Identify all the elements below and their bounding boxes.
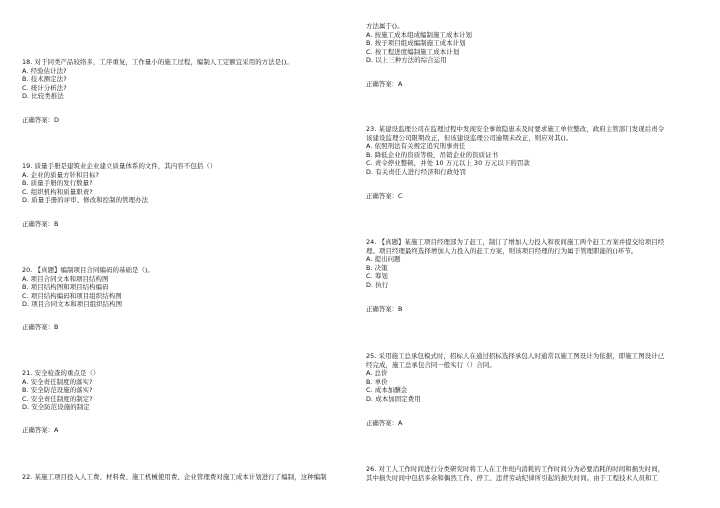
question-20	[22, 266, 362, 331]
option-d: D. 以上三种方法的综合运用	[366, 56, 447, 65]
option-a: A. 总价	[366, 369, 388, 378]
option-c: C. 统计分析法?	[22, 83, 67, 92]
option-d: D. 安全防范设施的制定	[22, 403, 90, 412]
option-c: C. 责令停业整顿，并处 10 万元以上 30 万元以下的罚款	[366, 159, 530, 168]
question-18	[22, 58, 362, 124]
question-text: 21. 安全检查的重点是（）	[22, 369, 100, 377]
answer-label: 正确答案：A	[366, 80, 403, 88]
question-text: 该建设监理公司限期改正，但该建设监理公司逾期未改正，则应对其()。	[366, 133, 573, 142]
answer-label: 正确答案：B	[22, 220, 59, 228]
question-text: 19. 质量手册是建筑业企业建立质量体系的文件，其内容不包括（）	[22, 162, 217, 170]
option-a: A. 经验估计法?	[22, 66, 67, 75]
question-text: 23. 某建设监理公司在监理过程中发现安全事故隐患未及时要求施工单位整改，政府主管部门发现后责令	[366, 125, 665, 133]
option-a: A. 提出问题	[366, 255, 401, 264]
option-d: D. 执行	[366, 280, 389, 289]
option-b: B. 单价	[366, 377, 388, 386]
question-23	[366, 125, 706, 200]
question-22-continued	[366, 22, 706, 88]
question-text: 方法属于()。	[366, 22, 404, 30]
answer-label: 正确答案：D	[22, 116, 59, 124]
option-b: B. 安全防范设施的落实?	[22, 386, 93, 395]
question-text: 22. 某施工项目投入人工费、材料费、施工机械使用费、企业管理费对施工成本计划进行了编制，这种编制	[22, 473, 327, 481]
question-text: 经完成，施工总承包合同一般实行（）合同。	[366, 360, 496, 369]
option-c: C. 按工程进度编制施工成本计划	[366, 47, 460, 56]
question-text: 18. 对于同类产品较络多，工序重复，工作量小的施工过程，编制人工定额宜采用的方法是()。	[22, 58, 293, 66]
answer-label: 正确答案：C	[366, 192, 403, 200]
answer-label: 正确答案：B	[366, 305, 403, 313]
option-d: D. 质量手册的评审、修改和控制的管理办法	[22, 196, 149, 205]
answer-label: 正确答案：A	[22, 426, 59, 434]
option-b: B. 降低企业的资质等级，吊销企业的资质证书	[366, 150, 499, 159]
option-c: C. 项目结构编码和项目组织结构图	[22, 291, 122, 300]
question-25	[366, 352, 706, 427]
option-d: D. 项目合同文本和项目组织结构图	[22, 300, 123, 309]
question-24	[366, 238, 706, 313]
option-d: D. 有关责任人进行经济和行政处罚	[366, 167, 467, 176]
answer-label: 正确答案：A	[366, 419, 403, 427]
option-c: C. 安全责任制度的制定?	[22, 394, 93, 403]
question-text: 20. 【真题】编制项目合同编码的基础是（)。	[22, 266, 155, 274]
option-a: A. 项目合同文本和项目结构图	[22, 274, 109, 283]
question-19	[22, 162, 362, 228]
option-a: A. 依照刑法有关规定追究刑事责任	[366, 142, 466, 151]
question-26	[366, 465, 706, 482]
option-c: C. 组织机构和质量职责?	[22, 187, 93, 196]
option-d: D. 成本加固定费用	[366, 394, 421, 403]
option-a: A. 企业的质量方针和目标?	[22, 170, 100, 179]
option-b: B. 项目结构图和项目结构编码	[22, 283, 109, 292]
option-b: B. 技术测定法?	[22, 75, 67, 84]
question-text: 24. 【真题】某施工项目经理部为了赶工，制订了增加人力投入和夜间施工两个赶工方案并提交给项目经	[366, 238, 665, 246]
option-b: B. 按子项目组成编制施工成本计划	[366, 39, 466, 48]
question-text: 26. 对工人工作时间进行分类研究时将工人在工作班内消耗的工作时间分为必要消耗的时间和损失时间，	[366, 465, 665, 473]
option-b: B. 质量手册的发行数量?	[22, 179, 93, 188]
question-text: 25. 采用施工总承包模式时，招标人在通过招标选择承包人时通常以施工图设计为依据，即施工图设计已	[366, 352, 665, 360]
answer-label: 正确答案：B	[22, 323, 59, 331]
question-21	[22, 369, 362, 434]
option-d: D. 比较类推法	[22, 92, 64, 101]
option-c: C. 成本加酬金	[366, 386, 408, 395]
option-c: C. 筹划	[366, 272, 388, 281]
option-a: A. 按施工成本组成编制施工成本计划	[366, 30, 472, 39]
question-text: 其中损失时间中包括多余和偶然工作、停工、违背劳动纪律所引起的损失时间。由于工程技术人员和工	[366, 473, 659, 482]
question-22	[22, 473, 362, 482]
option-b: B. 决策	[366, 263, 388, 272]
question-text: 理。项目经理最终选择增加人力投入的赶工方案，则该项目经理的行为属于管理职能的()环节。	[366, 246, 638, 255]
option-a: A. 安全责任制度的落实?	[22, 377, 93, 386]
